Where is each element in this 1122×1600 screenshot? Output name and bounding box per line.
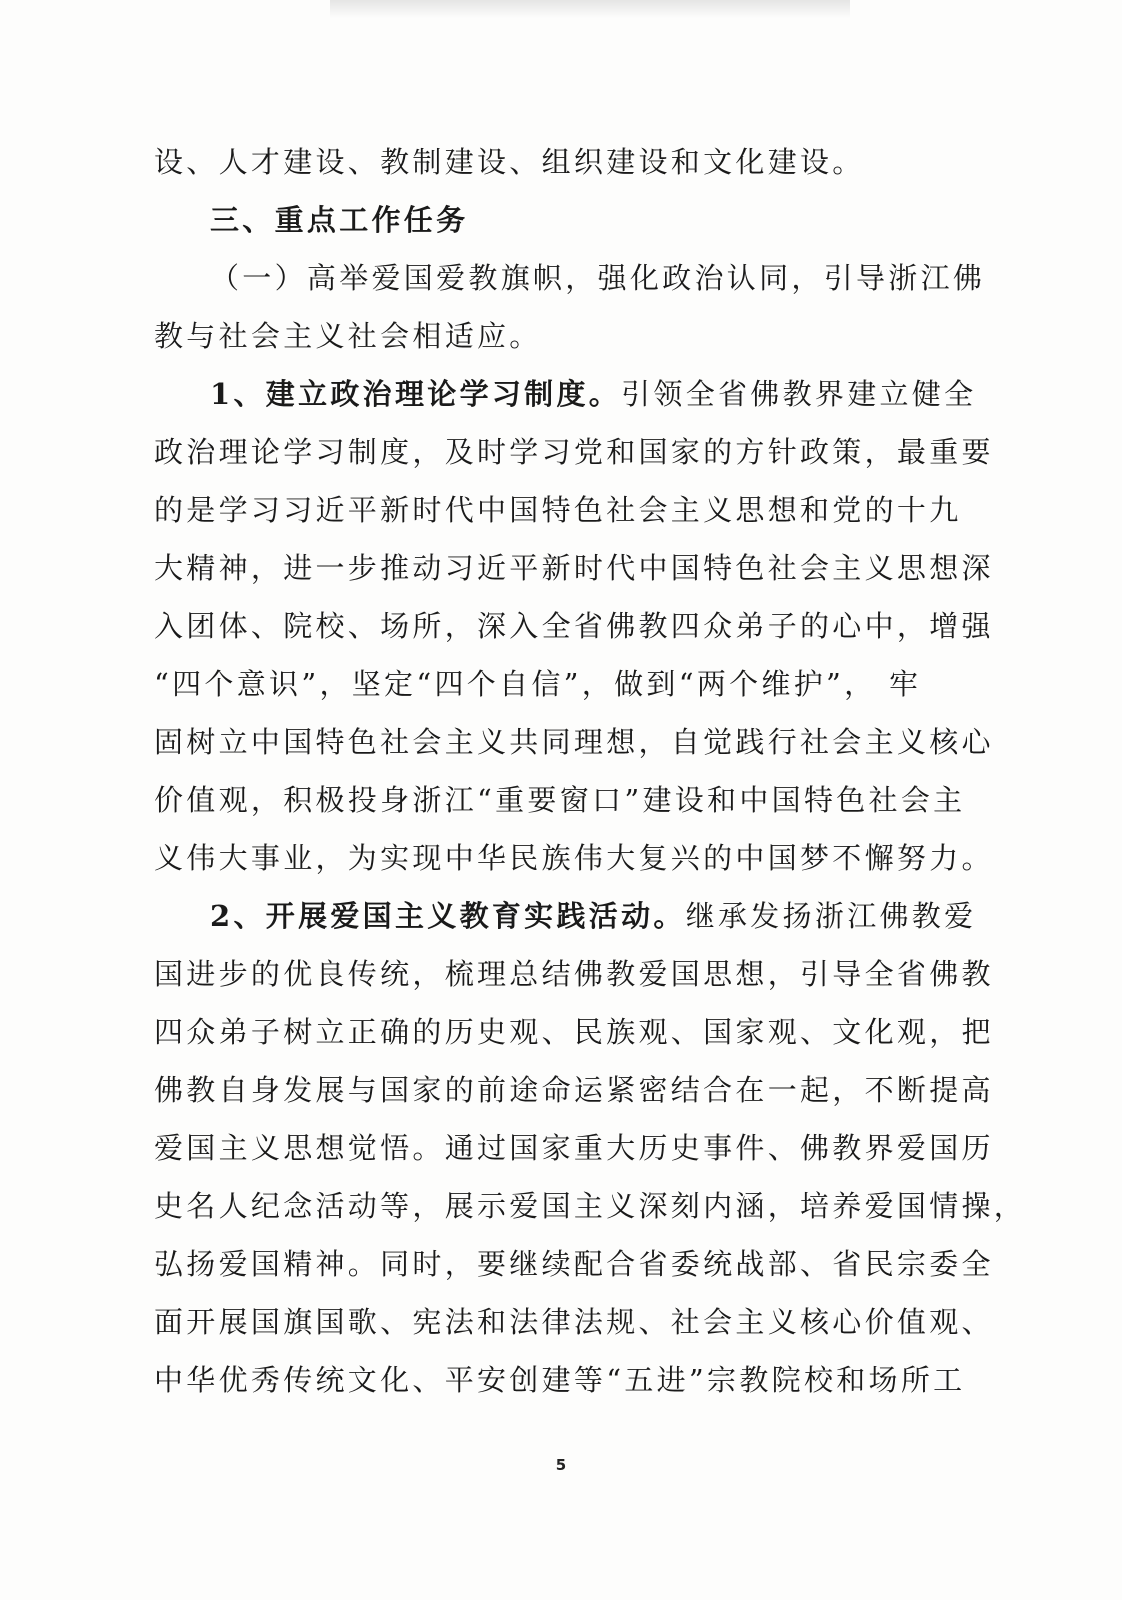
text-line: [154, 1244, 994, 1284]
text-line: [154, 316, 542, 356]
subsection-heading-line: [210, 258, 985, 298]
line-text: 政治理论学习制度，及时学习党和国家的方针政策，最重要: [154, 435, 994, 469]
heading-text: 三、重点工作任务: [210, 203, 469, 237]
text-line: [154, 780, 965, 820]
text-line: [154, 1128, 994, 1168]
text-line: [154, 838, 994, 878]
text-line: [154, 954, 994, 994]
line-text: 的是学习习近平新时代中国特色社会主义思想和党的十九: [154, 493, 962, 527]
item-heading: 1、建立政治理论学习制度。: [210, 377, 622, 411]
text-line: [154, 606, 994, 646]
line-text: 教与社会主义社会相适应。: [154, 319, 542, 353]
text-line: [154, 1360, 965, 1400]
text-line: [154, 664, 921, 704]
line-text: 入团体、院校、场所，深入全省佛教四众弟子的心中，增强: [154, 609, 994, 643]
text-line: [154, 490, 962, 530]
text-line: [154, 1012, 994, 1052]
text-line: [154, 548, 994, 588]
line-text: 四众弟子树立正确的历史观、民族观、国家观、文化观，把: [154, 1015, 994, 1049]
line-text: （一）高举爱国爱教旗帜，强化政治认同，引导浙江佛: [210, 261, 986, 295]
text-line: [154, 1070, 994, 1110]
item-heading: 2、开展爱国主义教育实践活动。: [210, 899, 686, 933]
item-line: [210, 896, 976, 936]
line-text: 佛教自身发展与国家的前途命运紧密结合在一起，不断提高: [154, 1073, 994, 1107]
line-text: 国进步的优良传统，梳理总结佛教爱国思想，引导全省佛教: [154, 957, 994, 991]
text-line: [154, 722, 994, 762]
text-line: [154, 142, 865, 182]
line-text: 史名人纪念活动等，展示爱国主义深刻内涵，培养爱国情操，: [154, 1189, 1027, 1223]
line-text: 中华优秀传统文化、平安创建等“五进”宗教院校和场所工: [154, 1363, 966, 1397]
line-text: 引领全省佛教界建立健全: [621, 377, 977, 411]
scan-artifact: [330, 0, 850, 18]
page-number: 5: [555, 1456, 567, 1474]
line-text: 大精神，进一步推动习近平新时代中国特色社会主义思想深: [154, 551, 994, 585]
line-text: 固树立中国特色社会主义共同理想，自觉践行社会主义核心: [154, 725, 994, 759]
line-text: 价值观，积极投身浙江“重要窗口”建设和中国特色社会主: [154, 783, 966, 817]
text-line: [154, 432, 994, 472]
section-heading: [210, 200, 468, 240]
line-text: 义伟大事业，为实现中华民族伟大复兴的中国梦不懈努力。: [154, 841, 994, 875]
item-line: [210, 374, 976, 414]
text-line: [154, 1186, 1026, 1226]
text-line: [154, 1302, 994, 1342]
line-text: “四个意识”，坚定“四个自信”，做到“两个维护”， 牢: [154, 667, 922, 701]
line-text: 面开展国旗国歌、宪法和法律法规、社会主义核心价值观、: [154, 1305, 994, 1339]
line-text: 弘扬爱国精神。同时，要继续配合省委统战部、省民宗委全: [154, 1247, 994, 1281]
line-text: 设、人才建设、教制建设、组织建设和文化建设。: [154, 145, 865, 179]
line-text: 继承发扬浙江佛教爱: [685, 899, 977, 933]
line-text: 爱国主义思想觉悟。通过国家重大历史事件、佛教界爱国历: [154, 1131, 994, 1165]
